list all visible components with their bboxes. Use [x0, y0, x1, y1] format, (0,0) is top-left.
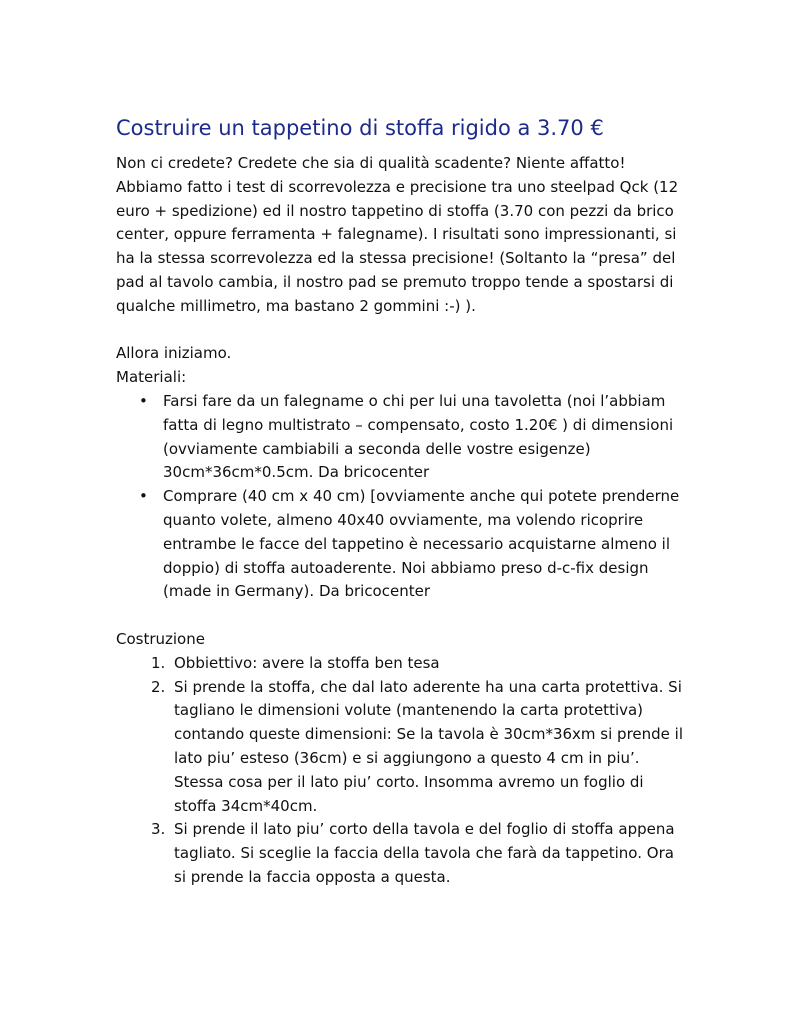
step-number: 2. [151, 677, 166, 696]
document-page [116, 112, 686, 890]
step-number: 3. [151, 820, 166, 839]
blank-line [116, 604, 686, 628]
start-line: Allora iniziamo. [116, 344, 232, 363]
materials-heading: Materiali: [116, 368, 187, 387]
material-text: Farsi fare da un falegname o chi per lui una tavoletta (noi l’abbiam fatta di legno multistrato – compensato, costo 1.20€ ) di dimensioni (ovviamente cambiabili a seconda delle vostre esigenze) 30cm*36cm*0.5cm. Da bricocenter [163, 391, 674, 482]
construction-steps [116, 652, 686, 890]
material-text: Comprare (40 cm x 40 cm) [ovviamente anche qui potete prenderne quanto volete, almeno 40x40 ovviamente, ma volendo ricoprire entrambe le facce del tappetino è necessario acquistarne almeno il doppio) di stoffa autoaderente. Noi abbiamo preso d-c-fix design (made in Germany). Da bricocenter [163, 487, 680, 601]
step-text: Si prende la stoffa, che dal lato aderente ha una carta protettiva. Si tagliano le dimensioni volute (mantenendo la carta protettiva) contando queste dimensioni: Se la tavola è 30cm*36xm si prende il lato piu’ esteso (36cm) e si aggiungono a questo 4 cm in piu’. Stessa cosa per il lato piu’ corto. Insomma avremo un foglio di stoffa 34cm*40cm. [174, 677, 684, 815]
list-item [116, 676, 686, 819]
construction-heading: Costruzione [116, 629, 205, 648]
step-text: Si prende il lato piu’ corto della tavola e del foglio di stoffa appena tagliato. Si sceglie la faccia della tavola che farà da tappetino. Ora si prende la faccia opposta a questa. [174, 820, 675, 886]
list-item [116, 390, 686, 485]
blank-line [116, 319, 686, 343]
bullet-icon: • [139, 391, 148, 410]
step-text: Obbiettivo: avere la stoffa ben tesa [174, 653, 440, 672]
list-item [116, 652, 686, 676]
document-title: Costruire un tappetino di stoffa rigido a 3.70 € [116, 116, 604, 140]
list-item [116, 485, 686, 604]
step-number: 1. [151, 653, 166, 672]
list-item [116, 818, 686, 889]
materials-list [116, 390, 686, 604]
bullet-icon: • [139, 487, 148, 506]
intro-paragraph: Non ci credete? Credete che sia di qualità scadente? Niente affatto! Abbiamo fatto i test di scorrevolezza e precisione tra uno steelpad Qck (12 euro + spedizione) ed il nostro tappetino di stoffa (3.70 con pezzi da brico center, oppure ferramenta + falegname). I risultati sono impressionanti, si ha la stessa scorrevolezza ed la stessa precisione! (Soltanto la “presa” del pad al tavolo cambia, il nostro pad se premuto troppo tende a spostarsi di qualche millimetro, ma bastano 2 gommini :-) ). [116, 154, 679, 315]
